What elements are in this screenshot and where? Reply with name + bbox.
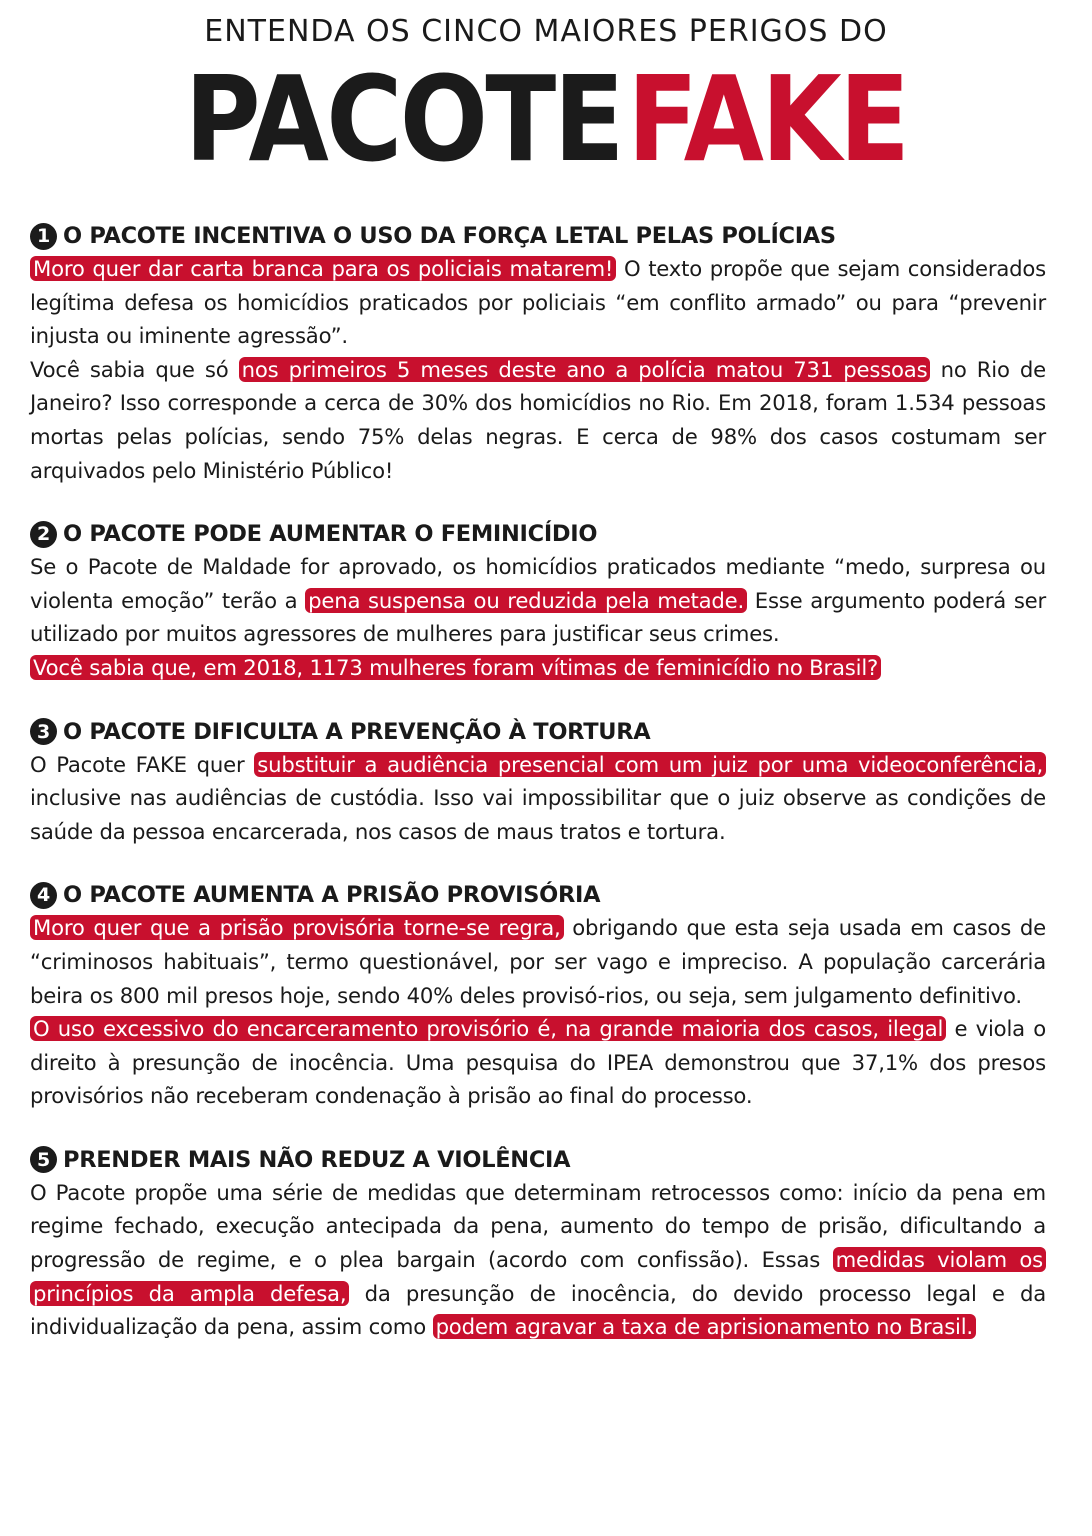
section-1 <box>30 220 1046 487</box>
body-text: Esse argumento poderá ser utilizado por muitos agressores de mulheres para justificar seus crimes. <box>30 587 1047 647</box>
section-4-paragraph-1 <box>30 911 1046 1012</box>
highlight: Moro quer dar carta branca para os policiais matarem! <box>30 256 616 281</box>
body-text: obrigando que esta seja usada em casos de “criminosos habituais”, termo questionável, por ser vago e impreciso. A população carcerária beira os 800 mil presos hoje, sendo 40% deles provisó-rios, ou seja, sem julgamento definitivo. <box>30 915 1046 1008</box>
section-heading-text: PRENDER MAIS NÃO REDUZ A VIOLÊNCIA <box>63 1146 571 1173</box>
section-2-paragraph-2 <box>30 651 1046 685</box>
section-5-paragraph-1 <box>30 1176 1046 1344</box>
section-1-heading <box>30 220 1046 252</box>
section-heading-text: O PACOTE DIFICULTA A PREVENÇÃO À TORTURA <box>63 718 651 745</box>
body-text: e viola o direito à presunção de inocência. Uma pesquisa do IPEA demonstrou que 37,1% dos presos provisórios não receberam condenação à prisão ao final do processo. <box>30 1016 1046 1109</box>
title-word-fake: FAKE <box>627 50 908 188</box>
number-badge: 1 <box>30 223 57 250</box>
highlight: Você sabia que, em 2018, 1173 mulheres foram vítimas de feminicídio no Brasil? <box>30 655 881 680</box>
highlight: substituir a audiência presencial com um juiz por uma videoconferência, <box>254 752 1046 777</box>
body-text: O Pacote FAKE quer <box>30 751 255 777</box>
section-4 <box>30 879 1046 1113</box>
body-text: O texto propõe que sejam considerados legítima defesa os homicídios praticados por policiais “em conflito armado” ou para “prevenir injusta ou iminente agressão”. <box>30 256 1046 349</box>
highlight: medidas violam os princípios da ampla defesa, <box>30 1247 1046 1306</box>
highlight: podem agravar a taxa de aprisionamento no Brasil. <box>433 1314 976 1339</box>
poster-title <box>66 50 1027 188</box>
section-heading-text: O PACOTE INCENTIVA O USO DA FORÇA LETAL PELAS POLÍCIAS <box>63 223 836 249</box>
section-2-paragraph-1 <box>30 550 1046 651</box>
body-text: Você sabia que só <box>30 356 239 382</box>
section-3-heading <box>30 716 1046 748</box>
body-text: inclusive nas audiências de custódia. Isso vai impossibilitar que o juiz observe as condições de saúde da pessoa encarcerada, nos casos de maus tratos e tortura. <box>30 785 1046 844</box>
highlight: nos primeiros 5 meses deste ano a polícia matou 731 pessoas <box>239 357 931 382</box>
body-text: da presunção de inocência, do devido processo legal e da individualização da pena, assim como <box>30 1280 1047 1340</box>
body-text: O Pacote propõe uma série de medidas que determinam retrocessos como: início da pena em regime fechado, execução antecipada da pena, aumento do tempo de prisão, dificultando a progressão de regime, e o plea bargain (acordo com confissão). Essas <box>30 1179 1046 1273</box>
section-4-heading <box>30 879 1046 911</box>
number-badge: 3 <box>30 718 57 745</box>
section-4-paragraph-2 <box>30 1012 1046 1113</box>
poster-content <box>30 220 1046 1375</box>
section-heading-text: O PACOTE AUMENTA A PRISÃO PROVISÓRIA <box>63 882 601 909</box>
section-1-paragraph-1 <box>30 252 1046 353</box>
title-word-pacote: PACOTE <box>184 50 622 188</box>
section-5-heading <box>30 1144 1046 1176</box>
number-badge: 4 <box>30 882 57 909</box>
section-1-paragraph-2 <box>30 353 1046 487</box>
section-heading-text: O PACOTE PODE AUMENTAR O FEMINICÍDIO <box>63 521 598 548</box>
section-3-paragraph-1 <box>30 748 1046 849</box>
number-badge: 2 <box>30 521 57 548</box>
body-text: Se o Pacote de Maldade for aprovado, os homicídios praticados mediante “medo, surpresa ou violenta emoção” terão a <box>30 554 1046 613</box>
section-5 <box>30 1144 1046 1344</box>
body-text: no Rio de Janeiro? Isso corresponde a cerca de 30% dos homicídios no Rio. Em 2018, foram 1.534 pessoas mortas pelas polícias, sendo 75% delas negras. E cerca de 98% dos casos costumam ser arquivados pelo Ministério Público! <box>30 356 1047 483</box>
section-3 <box>30 716 1046 849</box>
section-2 <box>30 518 1046 684</box>
number-badge: 5 <box>30 1146 57 1173</box>
highlight: pena suspensa ou reduzida pela metade. <box>305 588 747 613</box>
poster-subtitle: ENTENDA OS CINCO MAIORES PERIGOS DO <box>204 14 888 49</box>
section-2-heading <box>30 518 1046 550</box>
highlight: O uso excessivo do encarceramento provisório é, na grande maioria dos casos, ilegal <box>30 1016 946 1041</box>
highlight: Moro quer que a prisão provisória torne-se regra, <box>30 915 564 940</box>
